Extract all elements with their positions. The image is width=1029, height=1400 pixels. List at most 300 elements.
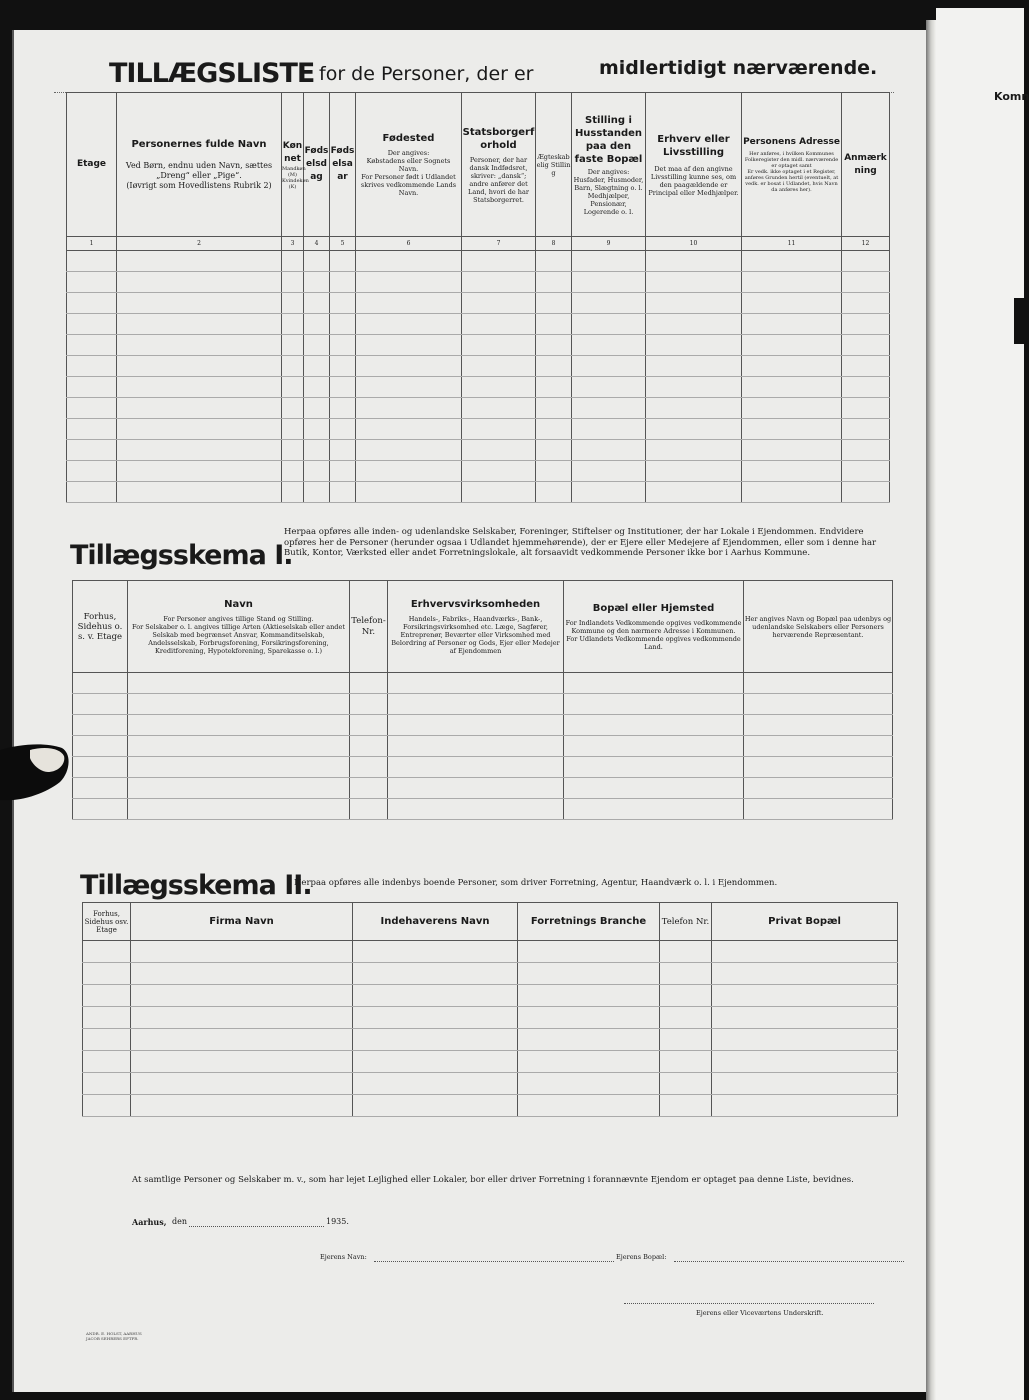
col-etage: Etage (67, 93, 117, 237)
tillaegsliste-cell[interactable] (330, 398, 356, 419)
skema1-cell[interactable] (564, 694, 744, 715)
tillaegsliste-cell[interactable] (536, 314, 572, 335)
tillaegsliste-cell[interactable] (67, 419, 117, 440)
tillaegsliste-cell[interactable] (356, 293, 462, 314)
skema1-col-telefon: Telefon-Nr. (350, 581, 388, 673)
skema2-cell[interactable] (712, 1095, 898, 1117)
skema2-cell[interactable] (131, 941, 353, 963)
tillaegsliste-cell[interactable] (572, 482, 646, 503)
skema2-cell[interactable] (83, 1073, 131, 1095)
skema1-cell[interactable] (128, 736, 350, 757)
skema1-cell[interactable] (128, 673, 350, 694)
tillaegsliste-row (67, 272, 890, 293)
tillaegsliste-cell[interactable] (117, 419, 282, 440)
skema1-row (73, 778, 893, 799)
skema1-header-row (73, 581, 893, 673)
tillaegsliste-cell[interactable] (646, 335, 742, 356)
tillaegsliste-cell[interactable] (842, 398, 890, 419)
tillaegsliste-cell[interactable] (304, 419, 330, 440)
tillaegsliste-cell[interactable] (330, 440, 356, 461)
tillaegsliste-cell[interactable] (282, 398, 304, 419)
tillaegsliste-cell[interactable] (462, 461, 536, 482)
skema2-cell[interactable] (83, 1051, 131, 1073)
tillaegsliste-cell[interactable] (742, 440, 842, 461)
skema2-cell[interactable] (518, 1051, 660, 1073)
col-adresse: Personens Adresse Her anføres, i hvilken Kommunes Folkeregister den midl. nærværende er optaget samt Er vedk. ikke optaget i et Register, anføres Grunden hertil (eventuelt, at vedk. er bosat i Udlandet, hvis Navn da anføres her). (742, 93, 842, 237)
tillaegsliste-cell[interactable] (356, 440, 462, 461)
tillaegsliste-cell[interactable] (742, 377, 842, 398)
owner-name-field[interactable] (374, 1253, 614, 1262)
skema1-cell[interactable] (350, 757, 388, 778)
skema1-cell[interactable] (564, 778, 744, 799)
tillaegsliste-cell[interactable] (282, 314, 304, 335)
tillaegsliste-cell[interactable] (742, 398, 842, 419)
tillaegsliste-cell[interactable] (67, 398, 117, 419)
skema1-row (73, 715, 893, 736)
skema1-cell[interactable] (73, 736, 128, 757)
tillaegsliste-cell[interactable] (536, 335, 572, 356)
skema2-cell[interactable] (518, 985, 660, 1007)
col-foedselsaar: Fødselsaar (330, 93, 356, 237)
tillaegsliste-cell[interactable] (330, 482, 356, 503)
skema2-cell[interactable] (712, 1073, 898, 1095)
tillaegsliste-cell[interactable] (304, 377, 330, 398)
tillaegsliste-cell[interactable] (842, 461, 890, 482)
tillaegsliste-cell[interactable] (117, 314, 282, 335)
skema1-cell[interactable] (564, 799, 744, 820)
tillaegsliste-cell[interactable] (356, 251, 462, 272)
skema1-cell[interactable] (350, 736, 388, 757)
skema1-cell[interactable] (128, 778, 350, 799)
skema2-cell[interactable] (83, 1029, 131, 1051)
skema2-cell[interactable] (131, 1051, 353, 1073)
printer-imprint: ANDR. E. HOLST, AARHUS JACOB SEHRERS EFTFR. (86, 1331, 142, 1341)
col-koennet: Kønnet Mandkøn (M) Kvindekøn (K) (282, 93, 304, 237)
tillaegsliste-cell[interactable] (117, 398, 282, 419)
skema1-cell[interactable] (73, 799, 128, 820)
skema2-cell[interactable] (660, 1029, 712, 1051)
skema2-row (83, 985, 898, 1007)
skema1-cell[interactable] (744, 694, 893, 715)
skema1-cell[interactable] (744, 757, 893, 778)
skema1-row (73, 673, 893, 694)
tillaegsliste-cell[interactable] (304, 314, 330, 335)
tillaegsliste-cell[interactable] (282, 482, 304, 503)
skema1-cell[interactable] (388, 715, 564, 736)
skema2-cell[interactable] (660, 1051, 712, 1073)
skema1-cell[interactable] (564, 715, 744, 736)
tillaegsliste-cell[interactable] (356, 272, 462, 293)
tillaegsliste-row (67, 377, 890, 398)
tillaegsliste-cell[interactable] (282, 461, 304, 482)
tillaegsliste-cell[interactable] (842, 419, 890, 440)
tillaegsliste-cell[interactable] (572, 461, 646, 482)
skema2-cell[interactable] (83, 1095, 131, 1117)
tillaegsliste-cell[interactable] (356, 314, 462, 335)
skema2-cell[interactable] (353, 1029, 518, 1051)
tillaegsliste-cell[interactable] (842, 440, 890, 461)
skema1-cell[interactable] (744, 715, 893, 736)
tillaegsliste-cell[interactable] (462, 335, 536, 356)
skema1-cell[interactable] (564, 736, 744, 757)
skema1-cell[interactable] (744, 799, 893, 820)
skema2-col-privat-bopael: Privat Bopæl (712, 903, 898, 941)
skema2-cell[interactable] (83, 1007, 131, 1029)
tillaegsliste-cell[interactable] (330, 335, 356, 356)
tillaegsliste-cell[interactable] (572, 356, 646, 377)
tillaegsliste-cell[interactable] (356, 419, 462, 440)
skema2-cell[interactable] (660, 963, 712, 985)
skema1-rows (73, 673, 893, 820)
tillaegsliste-cell[interactable] (646, 272, 742, 293)
colnum-11: 11 (742, 237, 842, 251)
tillaegsliste-row (67, 293, 890, 314)
tillaegsliste-cell[interactable] (462, 356, 536, 377)
skema2-cell[interactable] (518, 1095, 660, 1117)
skema2-cell[interactable] (353, 1073, 518, 1095)
tillaegsliste-cell[interactable] (536, 398, 572, 419)
tillaegsliste-row (67, 419, 890, 440)
tillaegsliste-cell[interactable] (536, 293, 572, 314)
skema1-cell[interactable] (744, 673, 893, 694)
col-erhverv: Erhverv eller Livsstilling Det maa af den angivne Livsstilling kunne ses, om den paagældende er Principal eller Medhjælper. (646, 93, 742, 237)
tillaegsliste-cell[interactable] (646, 419, 742, 440)
skema1-cell[interactable] (350, 715, 388, 736)
skema1-col-repraesentant: Her angives Navn og Bopæl paa udenbys og udenlandske Selskabers eller Personers herværende Repræsentant. (744, 581, 893, 673)
tillaegsliste-header-row (67, 93, 890, 237)
skema2-cell[interactable] (712, 963, 898, 985)
skema1-cell[interactable] (128, 694, 350, 715)
skema2-row (83, 1007, 898, 1029)
tillaegsliste-cell[interactable] (282, 356, 304, 377)
skema1-cell[interactable] (73, 757, 128, 778)
thumb-image (0, 742, 70, 804)
tillaegsliste-cell[interactable] (842, 251, 890, 272)
tillaegsliste-cell[interactable] (572, 335, 646, 356)
skema2-cell[interactable] (353, 985, 518, 1007)
skema2-row (83, 941, 898, 963)
skema2-header-row (83, 903, 898, 941)
tillaegsliste-cell[interactable] (572, 440, 646, 461)
skema1-cell[interactable] (388, 736, 564, 757)
tillaegsliste-cell[interactable] (67, 335, 117, 356)
tillaegsliste-cell[interactable] (462, 272, 536, 293)
tillaegsliste-row (67, 461, 890, 482)
colnum-6: 6 (356, 237, 462, 251)
skema1-cell[interactable] (388, 673, 564, 694)
tillaegsliste-cell[interactable] (572, 314, 646, 335)
tillaegsliste-cell[interactable] (330, 272, 356, 293)
skema1-col-navn: Navn For Personer angives tillige Stand og Stilling. For Selskaber o. l. angives tillige Arten (Aktieselskab eller andet Selskab med begrænset Ansvar, Kommanditselskab, Andelsselskab, Forbrugsforening, Forsikringsforening, Kreditforening, Hypotekforening, Sparekasse o. l.) (128, 581, 350, 673)
skema2-cell[interactable] (353, 1051, 518, 1073)
adjacent-page-text: Komn (994, 90, 1029, 103)
skema1-col-bopael: Bopæl eller Hjemsted For Indlandets Vedkommende opgives vedkommende Kommune og den nærmere Adresse i Kommunen. For Udlandets Vedkommende opgives vedkommende Land. (564, 581, 744, 673)
skema1-cell[interactable] (564, 673, 744, 694)
column-numbers-row (67, 237, 890, 251)
skema2-cell[interactable] (131, 1073, 353, 1095)
tillaegsliste-cell[interactable] (304, 335, 330, 356)
col-statsborgerforhold: Statsborgerforhold Personer, der har dansk Indfødsret, skriver: „dansk“; andre anfører det Land, hvori de har Statsborgerret. (462, 93, 536, 237)
skema1-cell[interactable] (350, 799, 388, 820)
tillaegsliste-cell[interactable] (67, 293, 117, 314)
tillaegsliste-cell[interactable] (646, 398, 742, 419)
tillaegsliste-cell[interactable] (117, 482, 282, 503)
skema2-cell[interactable] (712, 1007, 898, 1029)
tillaegsliste-cell[interactable] (842, 272, 890, 293)
tillaegsliste-cell[interactable] (646, 356, 742, 377)
tillaegsliste-cell[interactable] (842, 335, 890, 356)
tillaegsliste-cell[interactable] (67, 251, 117, 272)
tillaegsliste-row (67, 251, 890, 272)
tillaegsliste-cell[interactable] (536, 377, 572, 398)
skema2-cell[interactable] (353, 1095, 518, 1117)
tillaegsliste-cell[interactable] (646, 377, 742, 398)
skema2-cell[interactable] (518, 1007, 660, 1029)
tillaegsliste-cell[interactable] (842, 314, 890, 335)
tillaegsliste-cell[interactable] (330, 377, 356, 398)
col-stilling-husstanden: Stilling i Husstanden paa den faste Bopæl Der angives: Husfader, Husmoder, Barn, Slægtning o. l. Medhjælper, Pensionær, Logerende o. l. (572, 93, 646, 237)
tillaegsliste-row (67, 440, 890, 461)
skema2-cell[interactable] (660, 985, 712, 1007)
skema1-cell[interactable] (564, 757, 744, 778)
tillaegsliste-cell[interactable] (462, 482, 536, 503)
tillaegsliste-cell[interactable] (742, 461, 842, 482)
skema1-cell[interactable] (388, 757, 564, 778)
skema2-cell[interactable] (712, 985, 898, 1007)
skema2-cell[interactable] (83, 941, 131, 963)
tillaegsliste-cell[interactable] (67, 314, 117, 335)
tillaegsliste-cell[interactable] (646, 251, 742, 272)
skema2-title: Tillægsskema II. (80, 870, 312, 901)
tillaegsliste-cell[interactable] (117, 377, 282, 398)
tillaegsliste-cell[interactable] (646, 461, 742, 482)
tillaegsliste-cell[interactable] (462, 314, 536, 335)
skema2-col-firma: Firma Navn (131, 903, 353, 941)
skema2-intro: Herpaa opføres alle indenbys boende Personer, som driver Forretning, Agentur, Haandværk o. l. i Ejendommen. (294, 878, 778, 888)
tillaegsliste-cell[interactable] (282, 272, 304, 293)
tillaegsliste-cell[interactable] (742, 335, 842, 356)
tillaegsliste-cell[interactable] (742, 419, 842, 440)
skema2-table (82, 902, 898, 1117)
skema2-cell[interactable] (83, 985, 131, 1007)
skema1-col-forhus: Forhus, Sidehus o. s. v. Etage (73, 581, 128, 673)
tillaegsliste-cell[interactable] (67, 356, 117, 377)
tillaegsliste-cell[interactable] (842, 482, 890, 503)
colnum-12: 12 (842, 237, 890, 251)
tillaegsliste-cell[interactable] (462, 251, 536, 272)
tillaegsliste-cell[interactable] (572, 272, 646, 293)
skema1-cell[interactable] (744, 736, 893, 757)
col-aegteskabelig: Ægteskabelig Stilling (536, 93, 572, 237)
tillaegsliste-cell[interactable] (462, 398, 536, 419)
skema2-row (83, 1029, 898, 1051)
tillaegsliste-cell[interactable] (304, 440, 330, 461)
skema2-cell[interactable] (518, 963, 660, 985)
tillaegsliste-cell[interactable] (742, 314, 842, 335)
tillaegsliste-cell[interactable] (536, 356, 572, 377)
tillaegsliste-cell[interactable] (356, 398, 462, 419)
tillaegsliste-cell[interactable] (742, 251, 842, 272)
tillaegsliste-cell[interactable] (462, 419, 536, 440)
tillaegsliste-cell[interactable] (304, 356, 330, 377)
tillaegsliste-cell[interactable] (330, 251, 356, 272)
skema1-cell[interactable] (744, 778, 893, 799)
tillaegsliste-cell[interactable] (67, 461, 117, 482)
tillaegsliste-cell[interactable] (282, 377, 304, 398)
skema2-cell[interactable] (712, 1051, 898, 1073)
tillaegsliste-cell[interactable] (536, 251, 572, 272)
skema2-cell[interactable] (131, 1029, 353, 1051)
skema2-col-branche: Forretnings Branche (518, 903, 660, 941)
tillaegsliste-cell[interactable] (646, 293, 742, 314)
tillaegsliste-cell[interactable] (646, 482, 742, 503)
skema2-cell[interactable] (353, 963, 518, 985)
skema1-cell[interactable] (350, 778, 388, 799)
signature-field[interactable] (624, 1295, 874, 1304)
skema2-cell[interactable] (131, 1095, 353, 1117)
skema1-cell[interactable] (73, 694, 128, 715)
tillaegsliste-cell[interactable] (742, 272, 842, 293)
tillaegsliste-cell[interactable] (742, 482, 842, 503)
skema2-row (83, 1073, 898, 1095)
tillaegsliste-cell[interactable] (282, 335, 304, 356)
year-label: 1935. (326, 1217, 349, 1226)
tillaegsliste-cell[interactable] (330, 293, 356, 314)
tillaegsliste-cell[interactable] (842, 293, 890, 314)
tillaegsliste-cell[interactable] (304, 398, 330, 419)
tillaegsliste-cell[interactable] (356, 461, 462, 482)
skema2-cell[interactable] (518, 941, 660, 963)
tillaegsliste-cell[interactable] (646, 314, 742, 335)
tillaegsliste-cell[interactable] (304, 293, 330, 314)
skema2-cell[interactable] (660, 1095, 712, 1117)
tillaegsliste-cell[interactable] (536, 482, 572, 503)
tillaegsliste-rows (67, 251, 890, 503)
tillaegsliste-cell[interactable] (462, 377, 536, 398)
tillaegsliste-cell[interactable] (572, 293, 646, 314)
skema1-cell[interactable] (388, 799, 564, 820)
skema2-cell[interactable] (660, 1073, 712, 1095)
skema2-cell[interactable] (353, 1007, 518, 1029)
skema1-col-erhverv: Erhvervsvirksomheden Handels-, Fabriks-, Haandværks-, Bank-, Forsikringsvirksomhed etc. Læge, Sagfører, Entreprenør, Beværter eller Virksomhed med Belordring af Personer og Gods, Ejer eller Medejer af Ejendommen (388, 581, 564, 673)
tillaegsliste-cell[interactable] (282, 419, 304, 440)
tillaegsliste-cell[interactable] (117, 356, 282, 377)
skema2-cell[interactable] (131, 1007, 353, 1029)
tillaegsliste-cell[interactable] (117, 272, 282, 293)
skema1-cell[interactable] (128, 715, 350, 736)
tillaegsliste-cell[interactable] (742, 293, 842, 314)
tillaegsliste-cell[interactable] (536, 440, 572, 461)
tillaegsliste-cell[interactable] (330, 461, 356, 482)
tillaegsliste-cell[interactable] (117, 440, 282, 461)
skema2-cell[interactable] (518, 1073, 660, 1095)
skema2-cell[interactable] (712, 941, 898, 963)
tillaegsliste-cell[interactable] (282, 293, 304, 314)
skema1-cell[interactable] (73, 715, 128, 736)
tillaegsliste-cell[interactable] (356, 356, 462, 377)
skema1-cell[interactable] (350, 694, 388, 715)
tillaegsliste-cell[interactable] (304, 251, 330, 272)
tillaegsliste-cell[interactable] (304, 461, 330, 482)
tillaegsliste-cell[interactable] (572, 251, 646, 272)
tillaegsliste-cell[interactable] (742, 356, 842, 377)
skema1-cell[interactable] (73, 778, 128, 799)
colnum-2: 2 (117, 237, 282, 251)
skema1-cell[interactable] (128, 757, 350, 778)
skema2-cell[interactable] (131, 963, 353, 985)
tillaegsliste-cell[interactable] (646, 440, 742, 461)
tillaegsliste-cell[interactable] (67, 482, 117, 503)
tillaegsliste-cell[interactable] (330, 314, 356, 335)
tillaegsliste-cell[interactable] (536, 419, 572, 440)
tillaegsliste-cell[interactable] (117, 335, 282, 356)
tillaegsliste-cell[interactable] (572, 419, 646, 440)
tillaegsliste-cell[interactable] (117, 461, 282, 482)
adjacent-page-mark (1014, 298, 1026, 344)
tillaegsliste-title: TILLÆGSLISTE (109, 58, 315, 89)
tillaegsliste-title-for: for de Personer, der er (319, 63, 534, 85)
tillaegsliste-cell[interactable] (572, 398, 646, 419)
colnum-10: 10 (646, 237, 742, 251)
tillaegsliste-cell[interactable] (536, 461, 572, 482)
page-fold (926, 20, 936, 1400)
tillaegsliste-cell[interactable] (67, 377, 117, 398)
col-anmaerkning: Anmærkning (842, 93, 890, 237)
form-sheet (12, 30, 932, 1392)
skema2-row (83, 1051, 898, 1073)
den-label: den (172, 1217, 188, 1226)
skema1-cell[interactable] (73, 673, 128, 694)
tillaegsliste-cell[interactable] (462, 440, 536, 461)
skema2-cell[interactable] (353, 941, 518, 963)
tillaegsliste-cell[interactable] (572, 377, 646, 398)
tillaegsliste-cell[interactable] (67, 272, 117, 293)
tillaegsliste-row (67, 398, 890, 419)
tillaegsliste-cell[interactable] (330, 419, 356, 440)
tillaegsliste-cell[interactable] (462, 293, 536, 314)
tillaegsliste-cell[interactable] (282, 251, 304, 272)
tillaegsliste-cell[interactable] (356, 335, 462, 356)
skema2-cell[interactable] (518, 1029, 660, 1051)
tillaegsliste-cell[interactable] (356, 377, 462, 398)
tillaegsliste-cell[interactable] (67, 440, 117, 461)
skema2-rows (83, 941, 898, 1117)
skema2-cell[interactable] (660, 1007, 712, 1029)
tillaegsliste-cell[interactable] (536, 272, 572, 293)
tillaegsliste-table (66, 92, 890, 503)
tillaegsliste-cell[interactable] (842, 377, 890, 398)
tillaegsliste-cell[interactable] (304, 272, 330, 293)
skema2-cell[interactable] (83, 963, 131, 985)
skema1-cell[interactable] (388, 778, 564, 799)
tillaegsliste-cell[interactable] (842, 356, 890, 377)
skema2-col-forhus: Forhus, Sidehus osv. Etage (83, 903, 131, 941)
skema1-cell[interactable] (128, 799, 350, 820)
tillaegsliste-cell[interactable] (117, 251, 282, 272)
skema1-cell[interactable] (388, 694, 564, 715)
tillaegsliste-cell[interactable] (282, 440, 304, 461)
skema1-cell[interactable] (350, 673, 388, 694)
tillaegsliste-cell[interactable] (117, 293, 282, 314)
skema2-cell[interactable] (131, 985, 353, 1007)
tillaegsliste-cell[interactable] (330, 356, 356, 377)
date-field[interactable] (189, 1217, 324, 1227)
skema2-cell[interactable] (712, 1029, 898, 1051)
owner-address-field[interactable] (674, 1253, 904, 1262)
tillaegsliste-cell[interactable] (356, 482, 462, 503)
tillaegsliste-cell[interactable] (304, 482, 330, 503)
skema2-cell[interactable] (660, 941, 712, 963)
